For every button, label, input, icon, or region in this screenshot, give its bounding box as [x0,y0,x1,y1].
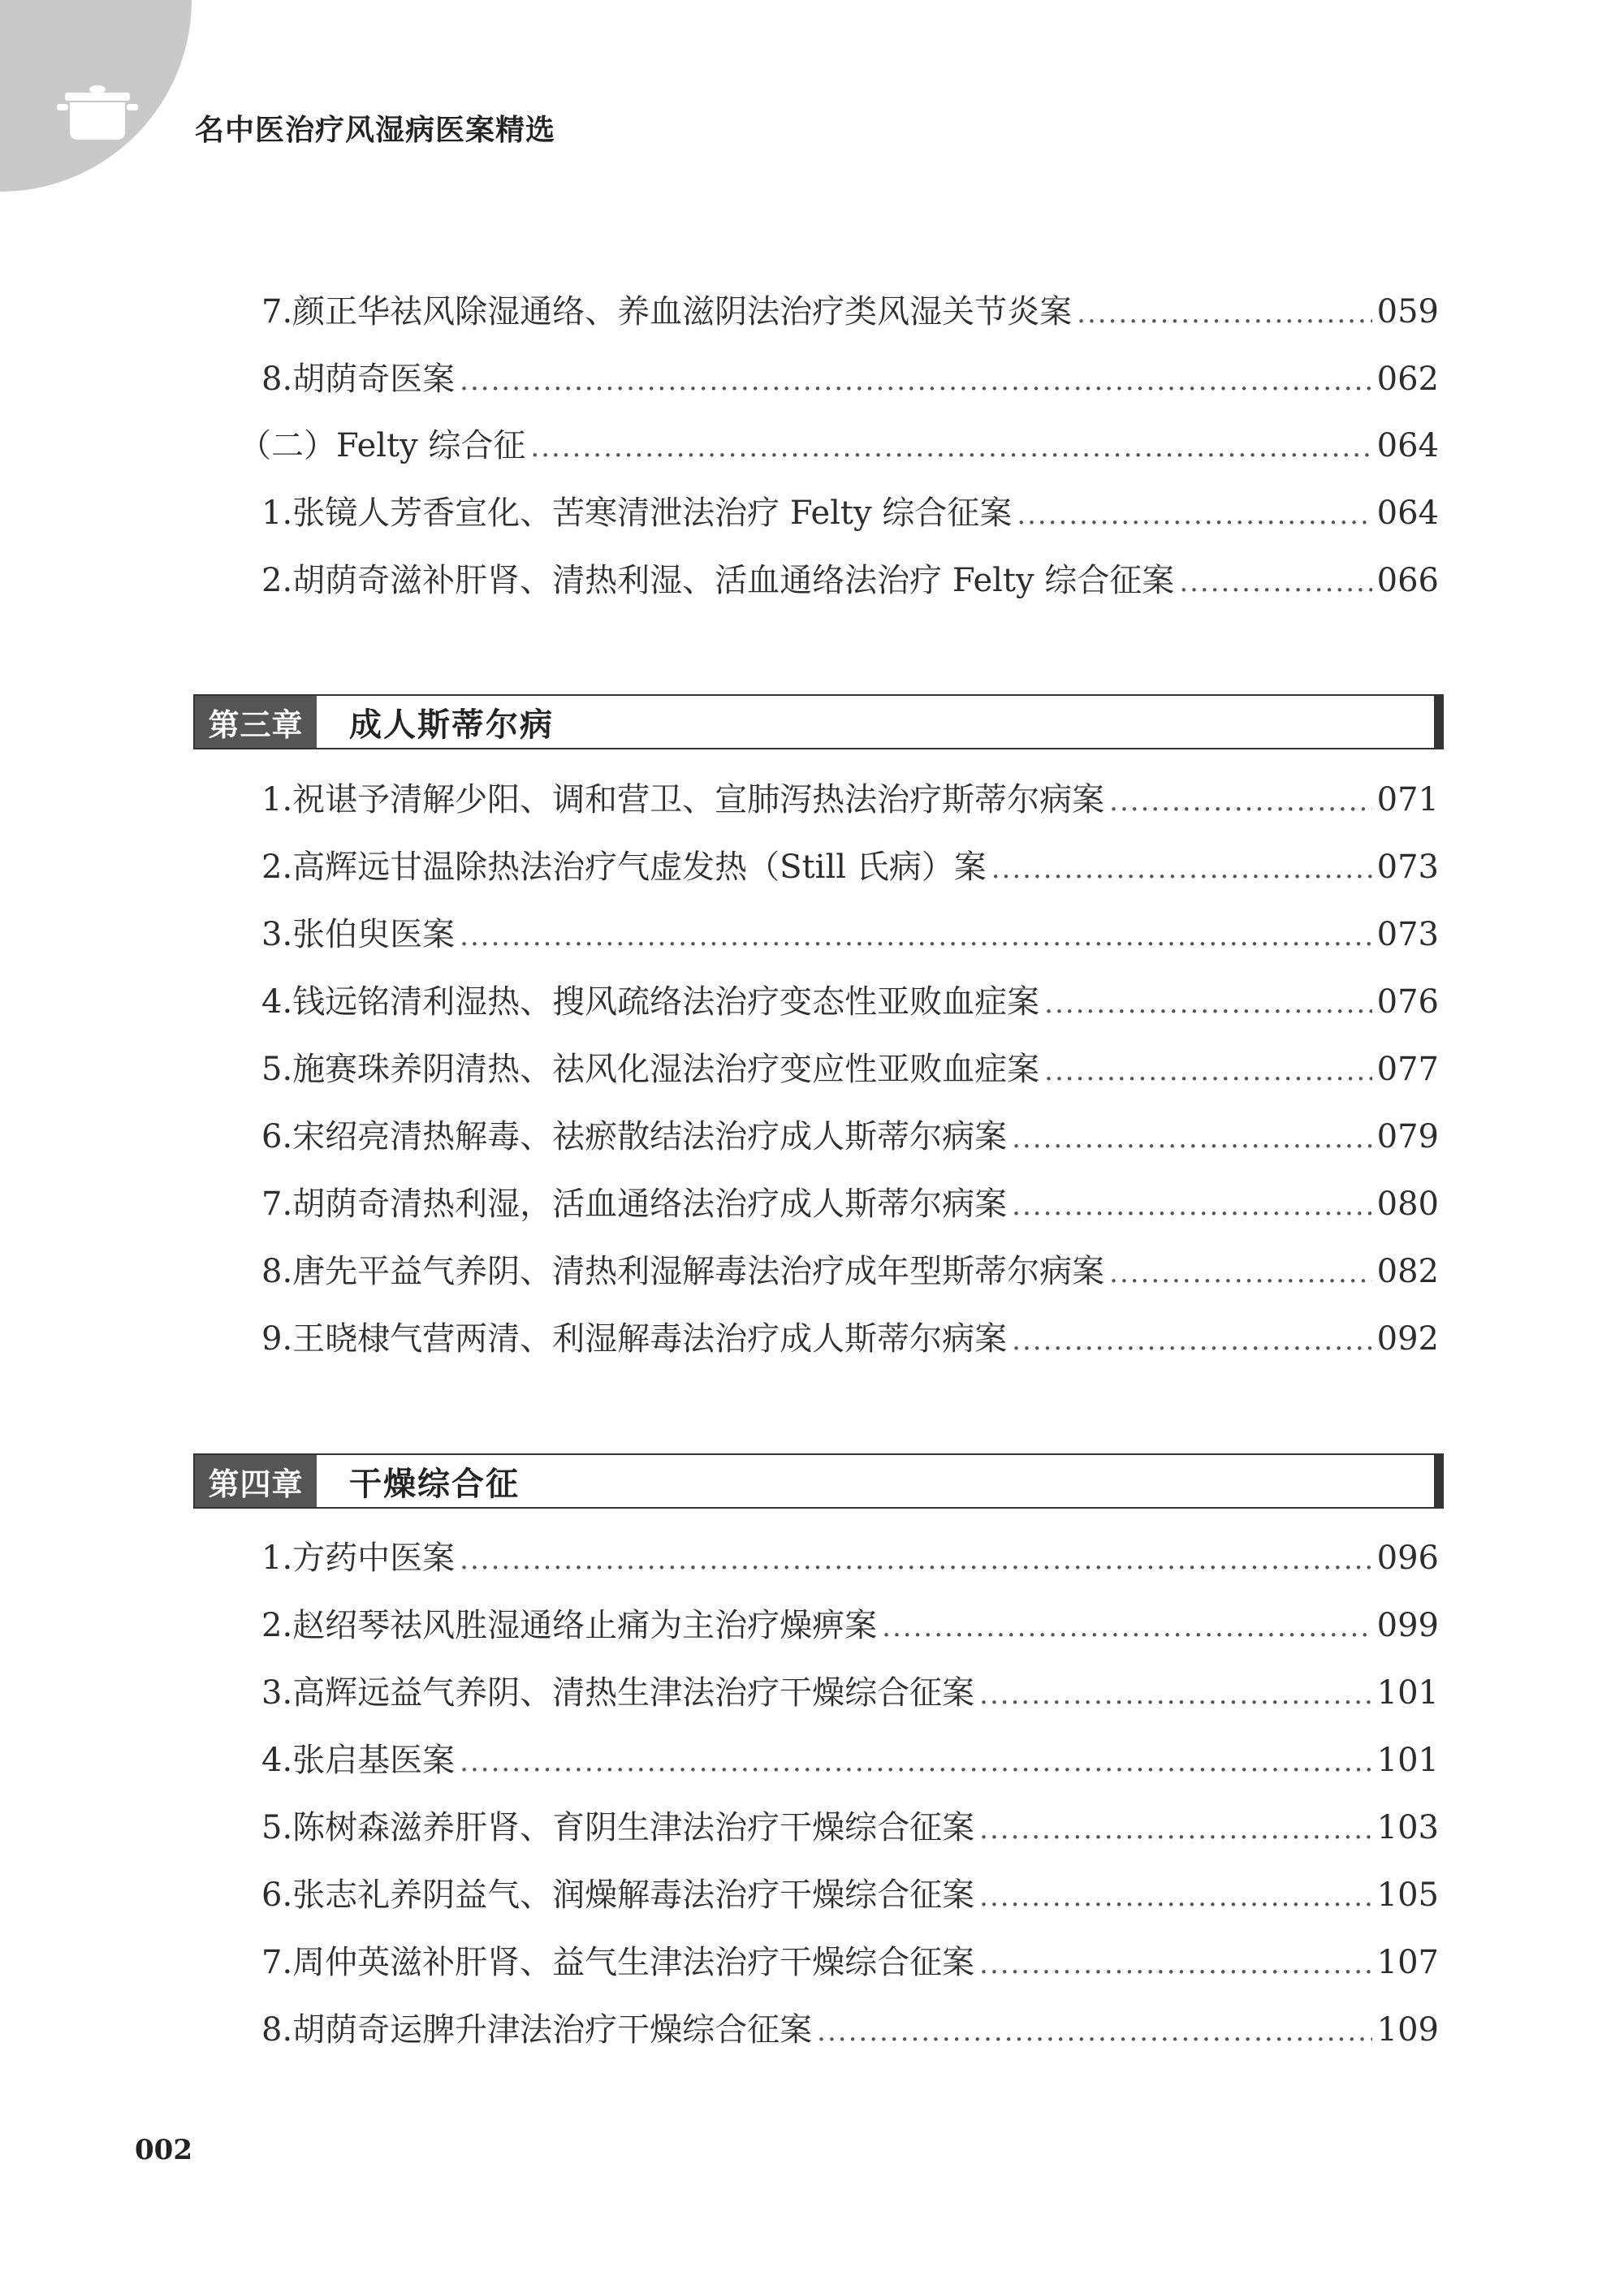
toc-author: 宋绍亮 [292,1118,391,1155]
toc-title: 祛风胜湿通络止痛为主治疗燥痹案 [390,1607,878,1644]
leader-dots [979,1881,1371,1913]
toc-entry[interactable]: 7. 周仲英 滋补肝肾、益气生津法治疗干燥综合征案 ..... 107 [261,1937,1439,1985]
toc-title: 滋养肝肾、育阴生津法治疗干燥综合征案 [390,1809,975,1846]
leader-dots [1044,987,1371,1020]
toc-page: 105 [1376,1876,1439,1914]
toc-title: 养阴益气、润燥解毒法治疗干燥综合征案 [390,1876,975,1914]
toc-title: 滋补肝肾、清热利湿、活血通络法治疗 Felty 综合征案 [390,562,1175,599]
leader-dots [460,920,1371,952]
toc-entry[interactable]: 4. 张启基医案 ..... 101 [261,1734,1439,1783]
toc-title: 滋补肝肾、益气生津法治疗干燥综合征案 [390,1944,975,1981]
toc-title: 芳香宣化、苦寒清泄法治疗 Felty 综合征案 [390,494,1013,532]
toc-author: 胡荫奇 [292,562,391,599]
leader-dots [1012,1122,1371,1155]
subsection-label: （二）Felty 综合征 [239,427,526,464]
toc-title: 张启基医案 [292,1742,456,1779]
leader-dots [460,365,1371,397]
toc-author: 胡荫奇 [292,1185,391,1223]
chapter-title: 成人斯蒂尔病 [349,705,554,744]
toc-page: 101 [1376,1674,1439,1712]
toc-page: 076 [1376,983,1439,1021]
toc-author: 祝谌予 [292,781,391,818]
chapter-label: 第四章 [195,1455,317,1507]
page-number: 002 [135,2134,192,2166]
toc-entry[interactable]: 1. 张镜人 芳香宣化、苦寒清泄法治疗 Felty 综合征案 ..... 064 [261,487,1439,536]
toc-page: 071 [1376,781,1439,818]
toc-page: 079 [1376,1118,1439,1155]
toc-page: 092 [1376,1320,1439,1358]
toc-page: 073 [1376,916,1439,953]
leader-dots [1179,566,1371,598]
toc-author: 赵绍琴 [292,1607,391,1644]
toc-entry[interactable]: 7. 胡荫奇 清热利湿，活血通络法治疗成人斯蒂尔病案 ..... 080 [261,1178,1439,1227]
book-title: 名中医治疗风湿病医案精选 [195,113,556,147]
chapter-label: 第三章 [195,696,317,748]
toc-entry[interactable]: 8. 胡荫奇医案 ..... 062 [261,353,1439,402]
toc-entry[interactable]: 1. 祝谌予 清解少阳、调和营卫、宣肺泻热法治疗斯蒂尔病案 ..... 071 [261,774,1439,823]
cooking-pot-icon [57,75,138,143]
leader-dots [979,1678,1371,1711]
toc-title: 祛风除湿通络、养血滋阴法治疗类风湿关节炎案 [390,293,1073,330]
toc-title: 气营两清、利湿解毒法治疗成人斯蒂尔病案 [390,1320,1008,1358]
toc-title: 养阴清热、祛风化湿法治疗变应性亚败血症案 [390,1051,1040,1088]
leader-dots [979,1813,1371,1846]
toc-title: 清热解毒、祛瘀散结法治疗成人斯蒂尔病案 [390,1118,1008,1155]
toc-author: 钱远铭 [292,983,391,1021]
leader-dots [460,1544,1371,1576]
toc-entry[interactable]: 4. 钱远铭 清利湿热、搜风疏络法治疗变态性亚败血症案 ..... 076 [261,976,1439,1025]
leader-dots [1109,1257,1371,1289]
chapter-title: 干燥综合征 [349,1464,520,1503]
toc-author: 张镜人 [292,494,391,532]
leader-dots [530,431,1371,464]
toc-title: 益气养阴、清热生津法治疗干燥综合征案 [390,1674,975,1712]
toc-entry[interactable]: 3. 张伯臾医案 ..... 073 [261,909,1439,957]
toc-entry[interactable]: 5. 施赛珠 养阴清热、祛风化湿法治疗变应性亚败血症案 ..... 077 [261,1043,1439,1092]
toc-page: 107 [1376,1944,1439,1981]
toc-author: 张志礼 [292,1876,391,1914]
toc-page: 101 [1376,1742,1439,1779]
leader-dots [1012,1324,1371,1357]
toc-title: 方药中医案 [292,1539,456,1577]
toc-entry[interactable]: 2. 高辉远 甘温除热法治疗气虚发热（Still 氏病）案 ..... 073 [261,841,1439,890]
toc-entry[interactable]: 5. 陈树森 滋养肝肾、育阴生津法治疗干燥综合征案 ..... 103 [261,1802,1439,1850]
toc-page: 080 [1376,1185,1439,1223]
toc-title: 益气养阴、清热利湿解毒法治疗成年型斯蒂尔病案 [390,1253,1105,1290]
leader-dots [1109,785,1371,818]
toc-page: 064 [1376,494,1439,532]
toc-author: 周仲英 [292,1944,391,1981]
leader-dots [1044,1055,1371,1087]
toc-author: 颜正华 [292,293,391,330]
toc-page: 073 [1376,849,1439,886]
leader-dots [882,1611,1371,1643]
chapter-3-heading[interactable] [193,694,1444,749]
toc-author: 胡荫奇 [292,2011,391,2049]
toc-entry[interactable]: 6. 宋绍亮 清热解毒、祛瘀散结法治疗成人斯蒂尔病案 ..... 079 [261,1111,1439,1159]
toc-author: 陈树森 [292,1809,391,1846]
toc-page: 099 [1376,1607,1439,1644]
leader-dots [979,1948,1371,1980]
toc-author: 施赛珠 [292,1051,391,1088]
toc-page: 062 [1376,361,1439,398]
toc-page: 103 [1376,1809,1439,1846]
toc-title: 甘温除热法治疗气虚发热（Still 氏病）案 [390,849,987,886]
toc-author: 高辉远 [292,1674,391,1712]
toc-title: 清解少阳、调和营卫、宣肺泻热法治疗斯蒂尔病案 [390,781,1105,818]
toc-entry[interactable]: 3. 高辉远 益气养阴、清热生津法治疗干燥综合征案 ..... 101 [261,1667,1439,1716]
toc-entry[interactable]: 2. 胡荫奇 滋补肝肾、清热利湿、活血通络法治疗 Felty 综合征案 ..... 066 [261,555,1439,603]
toc-page: 077 [1376,1051,1439,1088]
toc-entry[interactable]: 2. 赵绍琴 祛风胜湿通络止痛为主治疗燥痹案 ..... 099 [261,1600,1439,1648]
toc-entry[interactable]: 1. 方药中医案 ..... 096 [261,1532,1439,1581]
toc-entry[interactable]: 9. 王晓棣 气营两清、利湿解毒法治疗成人斯蒂尔病案 ..... 092 [261,1313,1439,1362]
toc-title: 张伯臾医案 [292,916,456,953]
leader-dots [460,1746,1371,1778]
toc-page: 109 [1376,2011,1439,2049]
toc-title: 胡荫奇医案 [292,361,456,398]
toc-page: 066 [1376,562,1439,599]
toc-title: 清热利湿，活血通络法治疗成人斯蒂尔病案 [390,1185,1008,1223]
leader-dots [1077,297,1371,330]
leader-dots [1017,499,1371,531]
leader-dots [991,853,1372,885]
toc-title: 清利湿热、搜风疏络法治疗变态性亚败血症案 [390,983,1040,1021]
toc-page: 064 [1376,427,1439,464]
toc-entry[interactable]: 8. 胡荫奇 运脾升津法治疗干燥综合征案 ..... 109 [261,2004,1439,2053]
toc-title: 运脾升津法治疗干燥综合征案 [390,2011,813,2049]
toc-page: 096 [1376,1539,1439,1577]
toc-author: 唐先平 [292,1253,391,1290]
toc-page: 059 [1376,293,1439,330]
toc-entry[interactable]: 8. 唐先平 益气养阴、清热利湿解毒法治疗成年型斯蒂尔病案 ..... 082 [261,1246,1439,1294]
toc-author: 王晓棣 [292,1320,391,1358]
toc-entry[interactable]: 7. 颜正华 祛风除湿通络、养血滋阴法治疗类风湿关节炎案 ..... 059 [261,286,1439,335]
toc-entry[interactable]: 6. 张志礼 养阴益气、润燥解毒法治疗干燥综合征案 ..... 105 [261,1869,1439,1918]
chapter-4-heading[interactable] [193,1453,1444,1509]
leader-dots [1012,1190,1371,1222]
leader-dots [817,2015,1371,2048]
toc-page: 082 [1376,1253,1439,1290]
toc-author: 高辉远 [292,849,391,886]
toc-subsection[interactable] [239,420,1439,469]
